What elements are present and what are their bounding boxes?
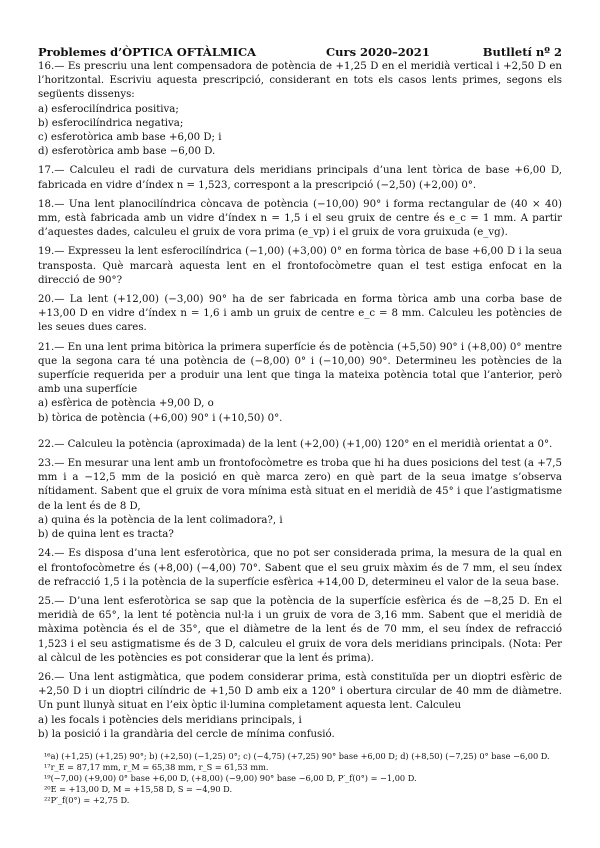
problem-text: 22.— Calculeu la potència (aproximada) de la lent (+2,00) (+1,00) 120° en el meridià orientat a 0°. (38, 438, 553, 450)
footnote: ²²P′_f(0°) = +2,75 D. (44, 794, 130, 805)
problem-subitem: c) esferotòrica amb base +6,00 D; i (38, 132, 222, 144)
footnote: ¹⁶a) (+1,25) (+1,25) 90°; b) (+2,50) (−1,25) 0°; c) (−4,75) (+7,25) 90° base +6,00 D; d) (+8,50) (−7,25) 0° base −6,00 D. (44, 750, 550, 761)
footnote: ¹⁹(−7,00) (+9,00) 0° base +6,00 D, (+8,00) (−9,00) 90° base −6,00 D, P′_f(0°) = −1,00 D. (44, 772, 417, 783)
problem-subitem: d) esferotòrica amb base −6,00 D. (38, 146, 216, 158)
problem-text: 23.— En mesurar una lent amb un frontofocòmetre es troba que hi ha dues posicions del test (a +7,5 mm i a −12,5 mm de la posició en què marca zero) en què part de la seua imatge s’observa nítidament. Sabent que el gruix de vora mínima està situat en el meridià de 45° i que l’astigmatisme de la lent és de 8 D, (38, 458, 562, 512)
problem-17 (38, 164, 562, 192)
problem-21 (38, 341, 562, 426)
problem-18 (38, 198, 562, 241)
problem-text: 26.— Una lent astigmàtica, que podem considerar prima, està constituïda per un dioptri esfèric de +2,50 D i un dioptri cilíndric de +1,50 D amb eix a 120° i obertura circular de 40 mm de diàmetre. Un punt llunyà situat en l’eix òptic il·lumina completament aquesta lent. Calculeu (38, 671, 562, 712)
problem-24 (38, 547, 562, 590)
problem-list (38, 60, 562, 742)
problem-text: 25.— D’una lent esferotòrica se sap que la potència de la superfície esfèrica és de −8,25 D. En el meridià de 65°, la lent té potència nul·la i un gruix de vora de 3,16 mm. Sabent que el meridià de màxima potència és el de 35°, que el diàmetre de la lent és de 70 mm, el seu índex de refracció 1,523 i el seu astigmatisme és de 3 D, calculeu el gruix de vora dels meridians principals. (Nota: Per al càlcul de les potències es pot considerar que la lent és prima). (38, 595, 562, 664)
footnote: ¹⁷r_E = 87,17 mm, r_M = 65,38 mm, r_S = 61,53 mm. (44, 761, 269, 772)
problem-subitem: a) esfèrica de potència +9,00 D, o (38, 398, 214, 410)
problem-subitem: b) esferocilíndrica negativa; (38, 117, 184, 129)
header-bulletin-number: Butlletí nº 2 (482, 45, 562, 59)
problem-20 (38, 293, 562, 336)
problem-text: 18.— Una lent planocilíndrica còncava de potència (−10,00) 90° i forma rectangular de (40 × 40) mm, està fabricada amb un vidre d’índex n = 1,5 i el seu gruix de centre és e_c = 1 mm. A partir d’aquestes dades, calculeu el gruix de vora prima (e_vp) i el gruix de vora gruixuda (e_vg). (38, 198, 562, 239)
problem-22 (38, 438, 562, 452)
header-course-title: Problemes d’ÒPTICA OFTÀLMICA (38, 45, 257, 59)
header (38, 44, 562, 60)
problem-subitem: a) les focals i potències dels meridians principals, i (38, 714, 302, 726)
problem-text: 17.— Calculeu el radi de curvatura dels meridians principals d’una lent tòrica de base +6,00 D, fabricada en vidre d’índex n = 1,523, correspont a la prescripció (−2,50) (+2,00) 0°. (38, 165, 562, 191)
problem-subitem: b) la posició i la grandària del cercle de mínima confusió. (38, 728, 335, 740)
problem-19 (38, 245, 562, 288)
problem-text: 20.— La lent (+12,00) (−3,00) 90° ha de ser fabricada en forma tòrica amb una corba base de +13,00 D en vidre d’índex n = 1,6 i amb un gruix de centre e_c = 8 mm. Calculeu les potències de les seues dues cares. (38, 294, 562, 334)
header-year: Curs 2020–2021 (326, 45, 430, 59)
footnotes (38, 751, 562, 806)
page (38, 44, 562, 806)
problem-subitem: b) de quina lent es tracta? (38, 529, 174, 541)
problem-subitem: b) tòrica de potència (+6,00) 90° i (+10,50) 0°. (38, 412, 283, 424)
problem-subitem: a) esferocilíndrica positiva; (38, 103, 179, 115)
problem-26 (38, 671, 562, 742)
problem-text: 16.— Es prescriu una lent compensadora de potència de +1,25 D en el meridià vertical i +2,50 D en l’horitzontal. Escriviu aquesta prescripció, considerant en tots els casos lents primes, segons els següents dissenys: (38, 61, 562, 101)
problem-text: 21.— En una lent prima bitòrica la primera superfície és de potència (+5,50) 90° i (+8,00) 0° mentre que la segona cara té una potència de (−8,00) 0° i (−10,00) 90°. Determineu les potències de la superfície requerida per a produir una lent que tinga la mateixa potència total que l’anterior, però amb una superfície (38, 341, 562, 396)
problem-16 (38, 60, 562, 159)
footnote: ²⁰E = +13,00 D, M = +15,58 D, S = −4,90 D. (44, 783, 233, 794)
problem-23 (38, 457, 562, 542)
problem-text: 24.— Es disposa d’una lent esferotòrica, que no pot ser considerada prima, la mesura de la qual en el frontofocòmetre és (+8,00) (−4,00) 70°. Sabent que el seu gruix màxim és de 7 mm, el seu índex de refracció 1,5 i la potència de la superfície esfèrica +14,00 D, determineu el valor de la seua base. (38, 548, 562, 588)
problem-25 (38, 595, 562, 666)
problem-subitem: a) quina és la potència de la lent colimadora?, i (38, 514, 283, 526)
problem-text: 19.— Expresseu la lent esferocilíndrica (−1,00) (+3,00) 0° en forma tòrica de base +6,00 D i la seua transposta. Què marcarà aquesta lent en el frontofocòmetre quan el test estiga enfocat en la direcció de 90°? (38, 246, 562, 286)
